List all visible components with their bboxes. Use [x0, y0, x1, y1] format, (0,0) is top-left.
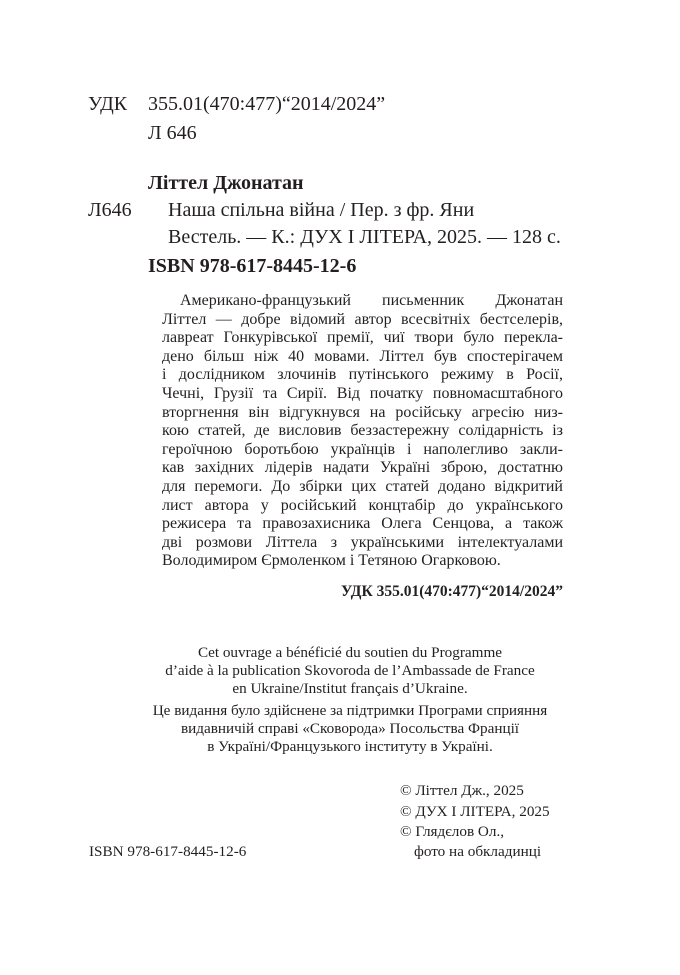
annotation-line: Літтел — добре відомий автор всесвітніх бестселерів, [162, 310, 563, 328]
copyright-author: © Літтел Дж., 2025 [400, 782, 524, 799]
annotation-line: для перемоги. До збірки цих статей додано відкритий [162, 478, 563, 495]
copyright-photo-caption: фото на обкладинці [414, 843, 542, 860]
bibliographic-line-2: Вестель. — К.: ДУХ І ЛІТЕРА, 2025. — 128 с. [168, 226, 561, 248]
annotation-line: дено більш ніж 40 мовами. Літтел був спостерігачем [162, 347, 563, 365]
shelf-mark: Л646 [88, 199, 132, 221]
isbn-bottom: ISBN 978-617-8445-12-6 [89, 843, 247, 860]
annotation-line: кою статей, де висловив беззастережну солідарність із [162, 422, 563, 440]
french-support-line: Cet ouvrage a bénéficié du soutien du Programme [197, 644, 503, 661]
annotation-line: дві розмови Літтела з українськими інтелектуалами [162, 533, 563, 551]
ukrainian-support-line: Це видання було здійснене за підтримки Програми сприяння [152, 702, 548, 719]
french-support-line: d’aide à la publication Skovoroda de l’Ambassade de France [165, 662, 535, 679]
french-support-line: en Ukraine/Institut français d’Ukraine. [232, 680, 468, 697]
annotation-line: режисера та правозахисника Олега Сенцова, а також [162, 515, 563, 533]
ukrainian-support-line: в Україні/Французького інституту в Україні. [207, 738, 493, 755]
annotation-line: Чечні, Грузії та Сирії. Від початку повномасштабного [162, 385, 563, 402]
annotation-line: і дослідником злочинів путінського режиму в Росії, [162, 366, 563, 384]
annotation-line: лист автора у російський концтабір до українського [162, 496, 563, 514]
annotation-line: вторгнення він відгукнувся на російську агресію низ- [162, 403, 563, 421]
ukrainian-support-line: видавничій справі «Сковорода» Посольства Франції [180, 720, 520, 737]
annotation-line: лавреат Гонкурівської премії, чиї твори було перекла- [162, 329, 563, 347]
isbn-heading: ISBN 978-617-8445-12-6 [148, 255, 357, 277]
annotation-line: Володимиром Єрмоленком і Тетяною Огарковою. [162, 552, 501, 570]
copyright-photo: © Глядєлов Ол., [400, 823, 505, 840]
annotation-line: Американо-французький письменник Джонатан [180, 292, 563, 309]
udk-code: 355.01(470:477)“2014/2024” [148, 93, 386, 115]
udk-footer: УДК 355.01(470:477)“2014/2024” [340, 583, 563, 600]
author-name: Літтел Джонатан [148, 172, 304, 194]
annotation-line: кав західних лідерів надати Україні зброю, достатню [162, 459, 563, 477]
annotation-line: героїчною боротьбою українців і наполегливо закли- [162, 440, 563, 458]
udk-label: УДК [88, 93, 128, 115]
author-mark: Л 646 [148, 122, 197, 144]
copyright-publisher: © ДУХ І ЛІТЕРА, 2025 [400, 803, 550, 820]
bibliographic-line-1: Наша спільна війна / Пер. з фр. Яни [168, 199, 475, 221]
